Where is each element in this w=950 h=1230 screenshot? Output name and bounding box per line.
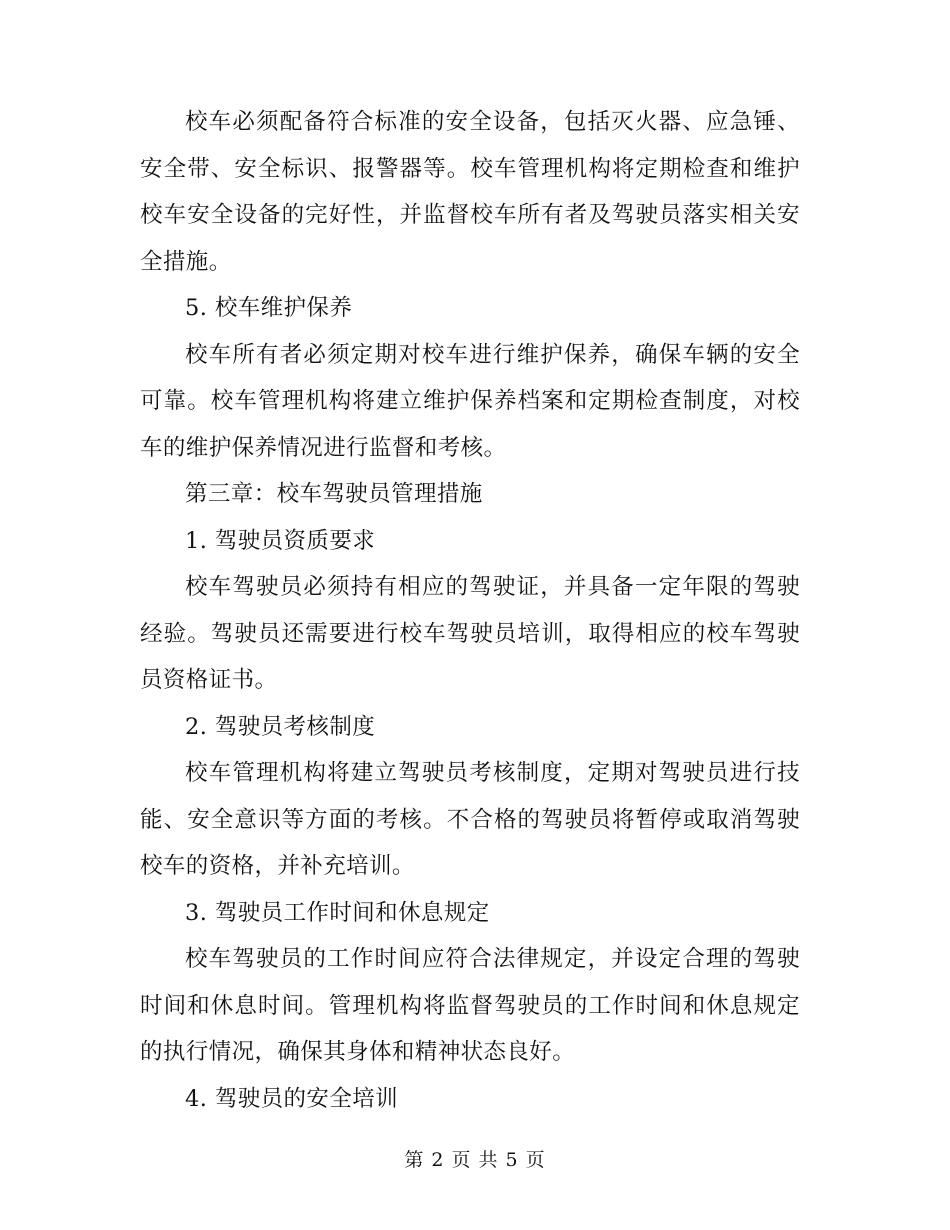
paragraph-working-hours: 校车驾驶员的工作时间应符合法律规定，并设定合理的驾驶时间和休息时间。管理机构将监督驾驶员的工作时间和休息规定的执行情况，确保其身体和精神状态良好。 (140, 946, 800, 1065)
section-heading-safety-training: 4. 驾驶员的安全培训 (185, 1085, 399, 1112)
section-heading-maintenance: 5. 校车维护保养 (185, 295, 353, 321)
paragraph-safety-equipment: 校车必须配备符合标准的安全设备，包括灭火器、应急锤、安全带、安全标识、报警器等。校车管理机构将定期检查和维护校车安全设备的完好性，并监督校车所有者及驾驶员落实相关安全措施。 (140, 109, 800, 275)
section-heading-working-hours: 3. 驾驶员工作时间和休息规定 (185, 899, 490, 926)
section-heading-driver-assessment: 2. 驾驶员考核制度 (185, 713, 376, 740)
paragraph-maintenance: 校车所有者必须定期对校车进行维护保养，确保车辆的安全可靠。校车管理机构将建立维护保养档案和定期检查制度，对校车的维护保养情况进行监督和考核。 (140, 341, 800, 461)
document-body (140, 99, 800, 1122)
page-footer: 第 2 页 共 5 页 (404, 1149, 546, 1171)
paragraph-driver-assessment: 校车管理机构将建立驾驶员考核制度，定期对驾驶员进行技能、安全意识等方面的考核。不合格的驾驶员将暂停或取消驾驶校车的资格，并补充培训。 (140, 760, 800, 879)
section-heading-driver-qualification: 1. 驾驶员资质要求 (185, 527, 376, 554)
chapter-heading-driver-management: 第三章：校车驾驶员管理措施 (185, 481, 483, 507)
paragraph-driver-qualification: 校车驾驶员必须持有相应的驾驶证，并具备一定年限的驾驶经验。驾驶员还需要进行校车驾驶员培训，取得相应的校车驾驶员资格证书。 (140, 574, 800, 693)
